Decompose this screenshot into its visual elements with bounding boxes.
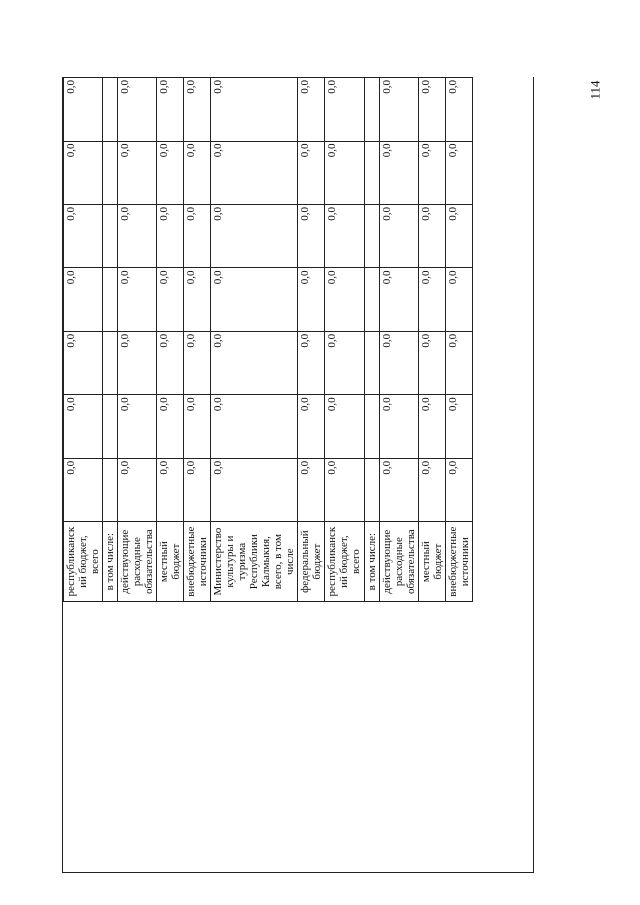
table-row [103, 78, 118, 602]
value-cell: 0,0 [157, 458, 184, 521]
table-row [298, 78, 325, 602]
value-cell: 0,0 [157, 141, 184, 204]
value-cell: 0,0 [211, 395, 298, 458]
table-row [184, 78, 211, 602]
value-cell: 0,0 [380, 141, 419, 204]
table-row [419, 78, 446, 602]
table-row [446, 78, 473, 602]
value-cell: 0,0 [298, 458, 325, 521]
rotated-table-area [62, 78, 532, 873]
value-cell: 0,0 [419, 395, 446, 458]
value-cell: 0,0 [446, 458, 473, 521]
row-label: в том числе: [365, 522, 380, 602]
value-cell: 0,0 [325, 458, 365, 521]
row-label: внебюджетные источники [184, 522, 211, 602]
value-cell: 0,0 [446, 78, 473, 142]
value-cell: 0,0 [118, 458, 157, 521]
value-cell: 0,0 [211, 78, 298, 142]
table-row [365, 78, 380, 602]
value-cell [365, 458, 380, 521]
value-cell [365, 395, 380, 458]
value-cell: 0,0 [118, 331, 157, 394]
value-cell: 0,0 [325, 268, 365, 331]
row-label: республиканск ий бюджет, всего [325, 522, 365, 602]
value-cell [365, 205, 380, 268]
row-label: федеральный бюджет [298, 522, 325, 602]
value-cell: 0,0 [419, 458, 446, 521]
value-cell: 0,0 [446, 141, 473, 204]
value-cell: 0,0 [380, 205, 419, 268]
row-label: действующие расходные обязательства [380, 522, 419, 602]
value-cell: 0,0 [380, 331, 419, 394]
value-cell: 0,0 [325, 331, 365, 394]
table-row [118, 78, 157, 602]
row-label: местный бюджет [419, 522, 446, 602]
value-cell: 0,0 [157, 268, 184, 331]
table-row [157, 78, 184, 602]
value-cell: 0,0 [211, 141, 298, 204]
value-cell: 0,0 [64, 395, 103, 458]
value-cell: 0,0 [380, 395, 419, 458]
value-cell: 0,0 [184, 205, 211, 268]
value-cell: 0,0 [157, 395, 184, 458]
row-label: республиканск ий бюджет, всего [64, 522, 103, 602]
budget-table [63, 77, 473, 602]
value-cell: 0,0 [184, 141, 211, 204]
value-cell: 0,0 [118, 205, 157, 268]
value-cell: 0,0 [211, 268, 298, 331]
row-label: в том числе: [103, 522, 118, 602]
value-cell: 0,0 [325, 205, 365, 268]
value-cell [365, 268, 380, 331]
value-cell: 0,0 [298, 268, 325, 331]
value-cell: 0,0 [184, 395, 211, 458]
value-cell: 0,0 [298, 205, 325, 268]
value-cell: 0,0 [64, 268, 103, 331]
value-cell [103, 141, 118, 204]
value-cell [103, 331, 118, 394]
value-cell: 0,0 [64, 331, 103, 394]
value-cell: 0,0 [298, 395, 325, 458]
value-cell: 0,0 [419, 141, 446, 204]
value-cell [103, 78, 118, 142]
value-cell: 0,0 [211, 331, 298, 394]
value-cell: 0,0 [118, 141, 157, 204]
value-cell: 0,0 [184, 331, 211, 394]
value-cell [103, 268, 118, 331]
value-cell: 0,0 [118, 78, 157, 142]
value-cell: 0,0 [446, 205, 473, 268]
value-cell: 0,0 [298, 78, 325, 142]
value-cell: 0,0 [325, 141, 365, 204]
value-cell: 0,0 [184, 78, 211, 142]
value-cell: 0,0 [380, 268, 419, 331]
row-label: Министерство культуры и туризма Республики Калмыкия, всего, в том числе [211, 522, 298, 602]
value-cell: 0,0 [211, 205, 298, 268]
value-cell: 0,0 [380, 78, 419, 142]
row-label: местный бюджет [157, 522, 184, 602]
value-cell: 0,0 [298, 331, 325, 394]
table-frame [62, 77, 534, 873]
value-cell: 0,0 [325, 395, 365, 458]
table-row [64, 78, 103, 602]
value-cell: 0,0 [298, 141, 325, 204]
value-cell: 0,0 [446, 331, 473, 394]
value-cell [365, 331, 380, 394]
value-cell: 0,0 [118, 268, 157, 331]
value-cell: 0,0 [446, 268, 473, 331]
value-cell: 0,0 [64, 205, 103, 268]
value-cell: 0,0 [419, 268, 446, 331]
row-label: внебюджетные источники [446, 522, 473, 602]
value-cell: 0,0 [184, 268, 211, 331]
value-cell: 0,0 [64, 78, 103, 142]
value-cell [103, 458, 118, 521]
value-cell: 0,0 [64, 141, 103, 204]
value-cell: 0,0 [64, 458, 103, 521]
value-cell: 0,0 [157, 78, 184, 142]
table-row [325, 78, 365, 602]
table-row [211, 78, 298, 602]
value-cell [103, 205, 118, 268]
value-cell: 0,0 [157, 205, 184, 268]
value-cell: 0,0 [380, 458, 419, 521]
value-cell: 0,0 [419, 331, 446, 394]
value-cell [103, 395, 118, 458]
value-cell: 0,0 [157, 331, 184, 394]
value-cell: 0,0 [446, 395, 473, 458]
value-cell: 0,0 [325, 78, 365, 142]
value-cell: 0,0 [184, 458, 211, 521]
table-row [380, 78, 419, 602]
value-cell: 0,0 [419, 205, 446, 268]
page-number: 114 [587, 80, 603, 100]
value-cell: 0,0 [211, 458, 298, 521]
value-cell [365, 141, 380, 204]
row-label: действующие расходные обязательства [118, 522, 157, 602]
value-cell: 0,0 [118, 395, 157, 458]
value-cell [365, 78, 380, 142]
value-cell: 0,0 [419, 78, 446, 142]
